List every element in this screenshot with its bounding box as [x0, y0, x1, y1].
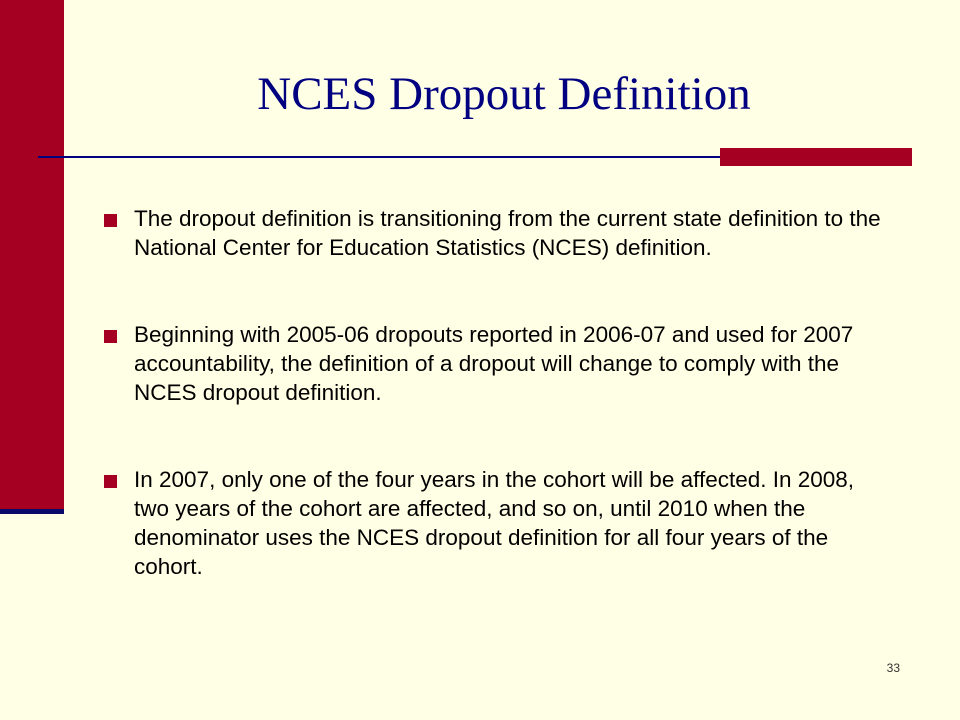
square-bullet-icon [104, 475, 117, 488]
bullet-item-1 [104, 204, 884, 262]
bullet-text: The dropout definition is transitioning from the current state definition to the National Center for Education Statistics (NCES) definition. [134, 206, 881, 260]
left-bar-accent-line [0, 509, 64, 514]
square-bullet-icon [104, 330, 117, 343]
slide-number: 33 [886, 661, 900, 675]
bullet-item-2 [104, 320, 884, 407]
title-underline-accent [720, 148, 912, 166]
left-decorative-bar [0, 0, 64, 512]
bullet-list [104, 204, 884, 639]
square-bullet-icon [104, 214, 117, 227]
slide-title: NCES Dropout Definition [257, 68, 751, 120]
bullet-text: In 2007, only one of the four years in the cohort will be affected. In 2008, two years of the cohort are affected, and so on, until 2010 when the denominator uses the NCES dropout definition for all four years of the cohort. [134, 467, 855, 579]
bullet-text: Beginning with 2005-06 dropouts reported in 2006-07 and used for 2007 accountability, the definition of a dropout will change to comply with the NCES dropout definition. [134, 322, 854, 405]
bullet-item-3 [104, 465, 884, 581]
